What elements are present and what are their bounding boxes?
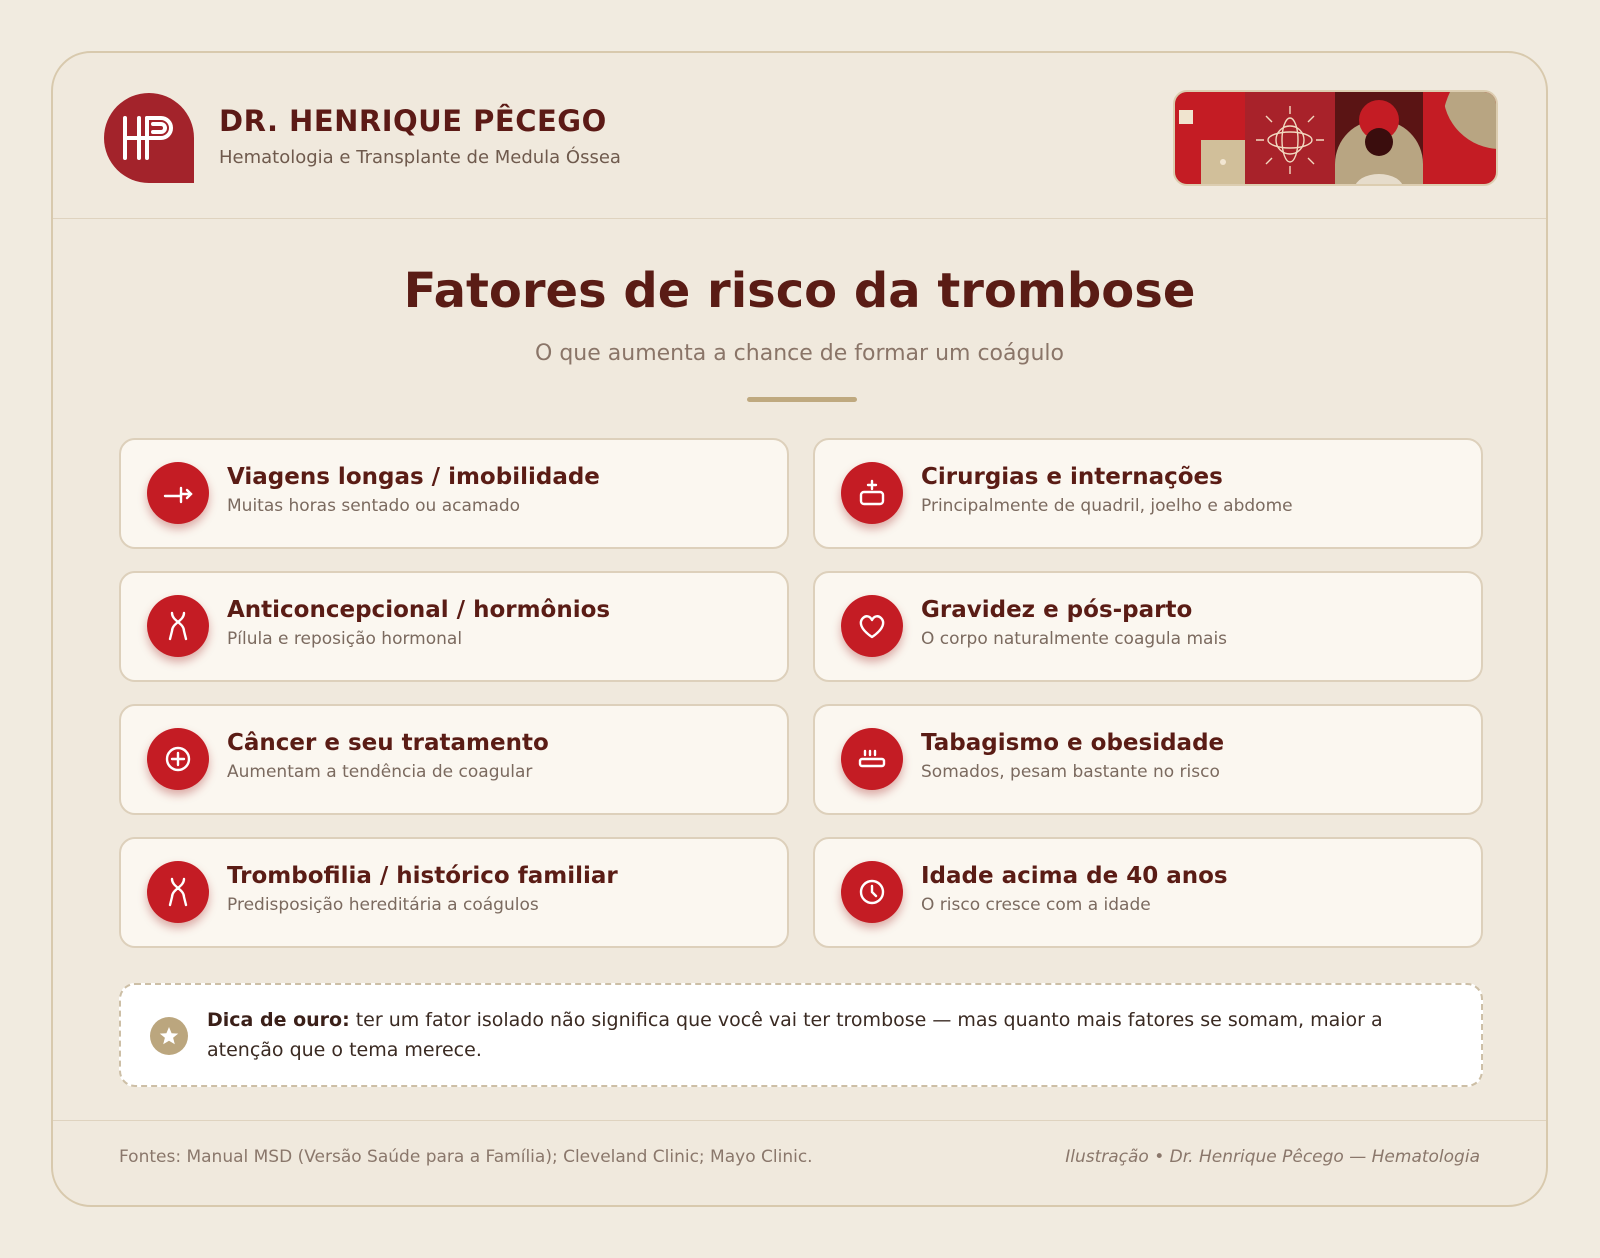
risk-factor-card [813, 571, 1483, 682]
tip-label: Dica de ouro: [207, 1009, 350, 1031]
title-divider [747, 397, 857, 402]
risk-factor-desc: Principalmente de quadril, joelho e abdome [921, 496, 1293, 516]
sources-text: Fontes: Manual MSD (Versão Saúde para a Família); Cleveland Clinic; Mayo Clinic. [119, 1147, 813, 1167]
tip-body: ter um fator isolado não significa que você vai ter trombose — mas quanto mais fatores se somam, maior a atenção que o tema merece. [207, 1009, 1383, 1061]
plus-circle-icon [147, 728, 209, 790]
risk-factor-desc: O corpo naturalmente coagula mais [921, 629, 1228, 649]
hp-logo [104, 93, 194, 183]
decorative-art-banner [1173, 90, 1498, 186]
risk-factor-card [119, 438, 789, 549]
risk-factor-desc: Pílula e reposição hormonal [227, 629, 463, 649]
risk-factor-card [813, 438, 1483, 549]
risk-factor-card [813, 704, 1483, 815]
risk-factor-title: Idade acima de 40 anos [921, 863, 1228, 889]
hormone-icon [147, 595, 209, 657]
risk-factor-card [119, 571, 789, 682]
seat-icon [147, 462, 209, 524]
risk-factor-card [119, 837, 789, 948]
risk-factor-title: Tabagismo e obesidade [921, 730, 1225, 756]
risk-factor-title: Cirurgias e internações [921, 464, 1223, 490]
risk-factor-card [119, 704, 789, 815]
infographic-card [51, 51, 1548, 1207]
risk-factor-desc: Aumentam a tendência de coagular [227, 762, 533, 782]
risk-factor-title: Viagens longas / imobilidade [227, 464, 600, 490]
risk-factor-desc: O risco cresce com a idade [921, 895, 1151, 915]
hp-monogram-icon [117, 110, 181, 166]
page-subtitle: O que aumenta a chance de formar um coágulo [535, 341, 1064, 366]
cigarette-icon [841, 728, 903, 790]
page-title: Fatores de risco da trombose [403, 263, 1196, 319]
tip-text [207, 1005, 1447, 1065]
clock-icon [841, 861, 903, 923]
heart-icon [841, 595, 903, 657]
risk-factor-desc: Predisposição hereditária a coágulos [227, 895, 539, 915]
risk-factor-title: Trombofilia / histórico familiar [227, 863, 618, 889]
star-icon [150, 1017, 188, 1055]
risk-factor-desc: Muitas horas sentado ou acamado [227, 496, 521, 516]
doctor-specialty: Hematologia e Transplante de Medula Óssea [219, 147, 621, 168]
credit-text: Ilustração • Dr. Henrique Pêcego — Hematologia [1065, 1147, 1480, 1167]
doctor-name: DR. HENRIQUE PÊCEGO [219, 104, 607, 138]
dna-icon [147, 861, 209, 923]
risk-factor-card [813, 837, 1483, 948]
risk-factor-title: Câncer e seu tratamento [227, 730, 549, 756]
risk-factor-title: Anticoncepcional / hormônios [227, 597, 611, 623]
risk-factor-desc: Somados, pesam bastante no risco [921, 762, 1220, 782]
geometric-art-icon [1175, 92, 1498, 186]
hospital-bed-icon [841, 462, 903, 524]
header [53, 53, 1546, 219]
risk-factor-title: Gravidez e pós-parto [921, 597, 1193, 623]
golden-tip-box [119, 983, 1483, 1087]
footer-divider [53, 1120, 1546, 1121]
